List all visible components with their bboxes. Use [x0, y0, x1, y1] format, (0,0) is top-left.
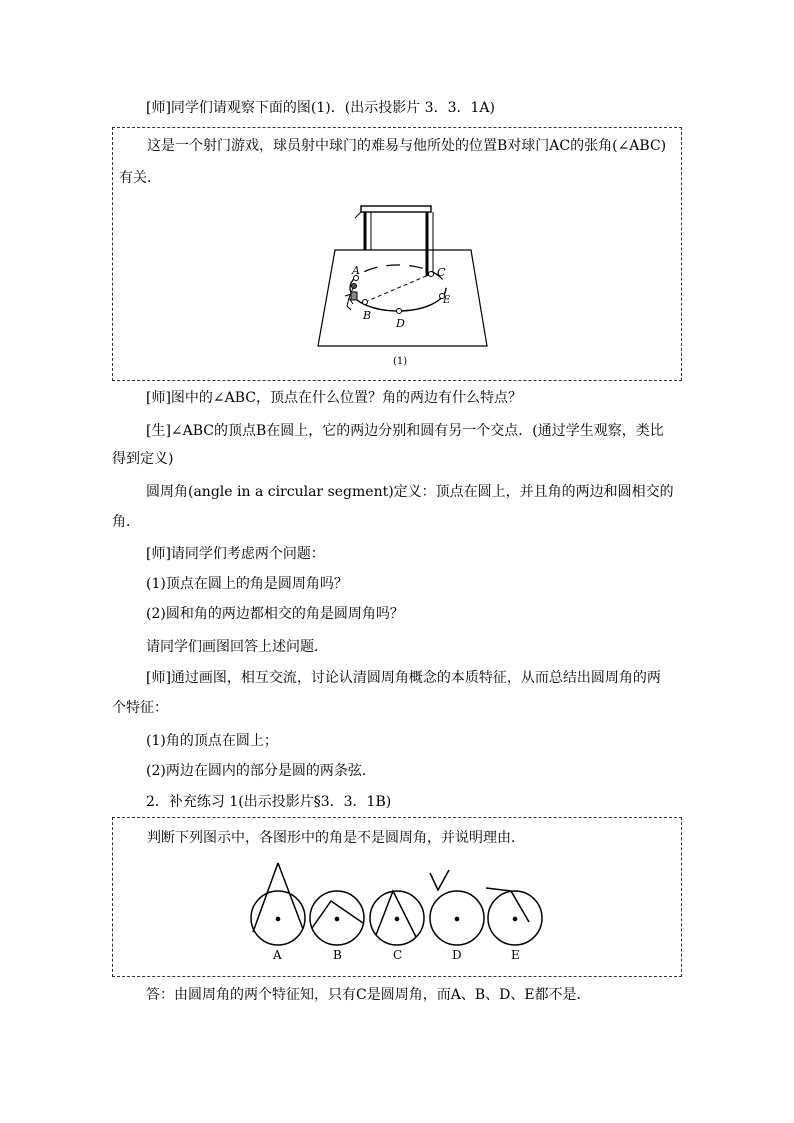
projection-box-1 [112, 127, 682, 381]
exercise-heading: 2．补充练习 1(出示投影片§3．3．1B) [146, 794, 392, 810]
paragraph-draw-answer: 请同学们画图回答上述问题． [146, 639, 328, 655]
figure-a [251, 863, 305, 945]
figure-b [310, 891, 364, 945]
box1-text-line1: 这是一个射门游戏，球员射中球门的难易与他所处的位置B对球门AC的张角(∠ABC) [147, 138, 667, 154]
chord-bc [365, 274, 431, 302]
goal-game-figure [113, 128, 683, 382]
paragraph-teacher-intro: [师]同学们请观察下面的图(1)．(出示投影片 3．3．1A) [146, 100, 495, 116]
player-icon [345, 284, 357, 311]
figure-label-a: A [273, 948, 282, 962]
label-e: E [443, 295, 451, 306]
question-1: (1)顶点在圆上的角是圆周角吗？ [146, 576, 348, 592]
paragraph-summary-line2: 个特征： [112, 700, 168, 716]
paragraph-student-answer-line2: 得到定义) [112, 451, 174, 467]
box1-text-line2: 有关． [119, 170, 161, 186]
point-c [429, 272, 434, 277]
paragraph-summary-line1: [师]通过画图，相互交流，讨论认清圆周角概念的本质特征，从而总结出圆周角的两 [146, 670, 661, 686]
figure-label-d: D [452, 948, 462, 962]
figure-d [430, 870, 484, 945]
question-2: (2)圆和角的两边都相交的角是圆周角吗？ [146, 606, 404, 622]
paragraph-teacher-prompt: [师]请同学们考虑两个问题： [146, 546, 325, 562]
label-b: B [363, 309, 372, 322]
feature-2: (2)两边在圆内的部分是圆的两条弦． [146, 763, 376, 779]
circles-figure [113, 818, 683, 978]
label-a: A [352, 264, 360, 277]
feature-1: (1)角的顶点在圆上； [146, 733, 278, 749]
field-plane [318, 250, 487, 346]
label-d: D [396, 317, 405, 330]
figure-e [486, 888, 542, 945]
label-c: C [437, 266, 446, 279]
figure-caption: (1) [393, 356, 408, 367]
answer-text: 答：由圆周角的两个特征知，只有C是圆周角，而A、B、D、E都不是． [146, 987, 591, 1003]
paragraph-teacher-question: [师]图中的∠ABC，顶点在什么位置？角的两边有什么特点？ [146, 390, 523, 406]
projection-box-2 [112, 817, 682, 977]
point-d [397, 309, 402, 314]
figure-c [370, 891, 424, 945]
figure-label-e: E [511, 948, 520, 962]
figure-label-c: C [393, 948, 403, 962]
box2-instruction: 判断下列图示中，各图形中的角是不是圆周角，并说明理由． [147, 830, 525, 846]
figure-label-b: B [333, 948, 342, 962]
definition-line2: 角． [112, 514, 140, 530]
point-b [363, 300, 368, 305]
definition-line1: 圆周角(angle in a circular segment)定义：顶点在圆上，并且角的两边和圆相交的 [146, 484, 674, 500]
paragraph-student-answer-line1: [生]∠ABC的顶点B在圆上，它的两边分别和圆有另一个交点．(通过学生观察，类比 [146, 423, 664, 439]
